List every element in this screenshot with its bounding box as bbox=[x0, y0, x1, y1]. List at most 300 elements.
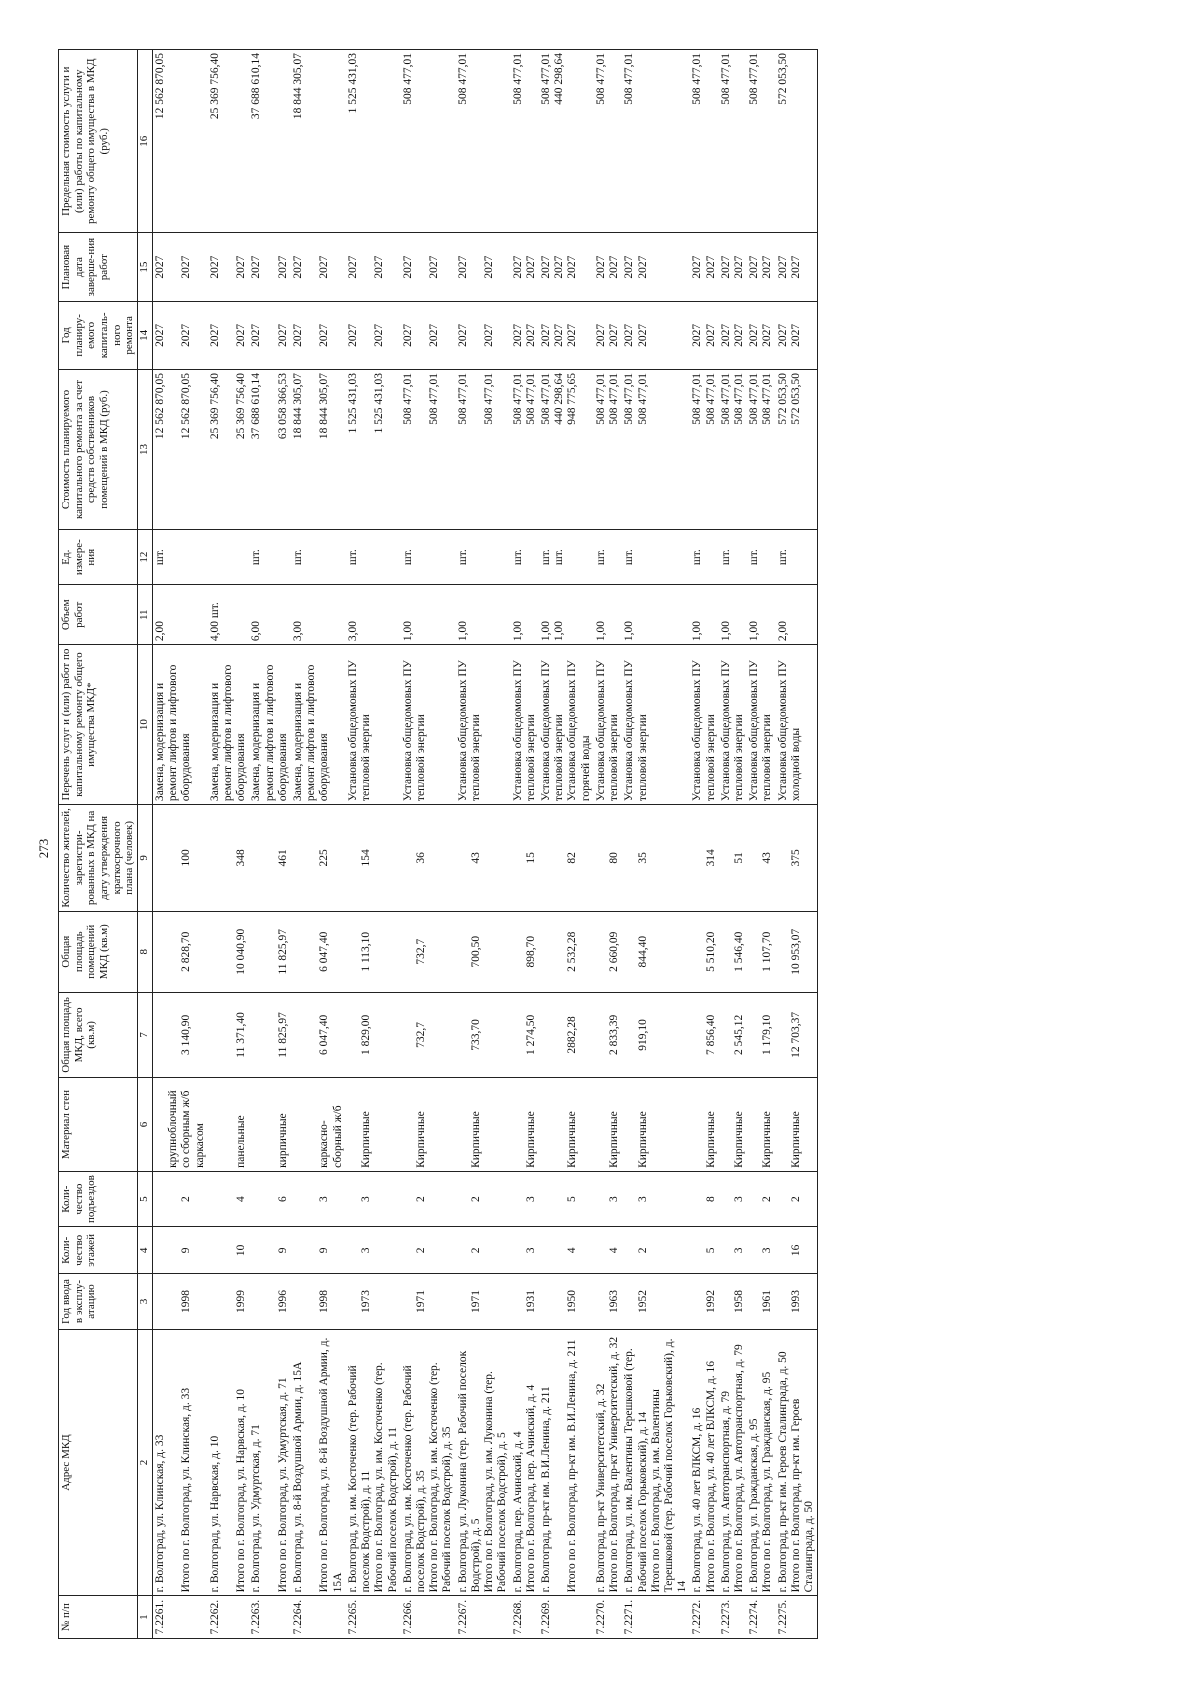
completion-date-cell bbox=[690, 233, 718, 301]
table-header-row bbox=[59, 50, 138, 1639]
repair-year-cell bbox=[511, 301, 539, 369]
capital-repair-table bbox=[58, 49, 818, 1639]
residents-cell-line: 225 bbox=[318, 849, 331, 867]
completion-date-cell-line: 2027 bbox=[276, 255, 289, 279]
row-number: 7.2263. bbox=[249, 1596, 291, 1639]
completion-date-cell-line: 2027 bbox=[401, 255, 414, 279]
row-number: 7.2269. bbox=[539, 1596, 594, 1639]
limit-cost-cell-line: 18 844 305,07 bbox=[292, 53, 305, 120]
column-number: 12 bbox=[137, 529, 152, 584]
residents-cell-line: 348 bbox=[235, 849, 248, 867]
completion-date-cell bbox=[719, 233, 747, 301]
column-number: 6 bbox=[137, 1078, 152, 1172]
total-area-cell-line: 3 140,90 bbox=[180, 1014, 193, 1056]
residents-cell bbox=[291, 805, 346, 912]
limit-cost-cell-line: 508 477,01 bbox=[539, 53, 552, 105]
wall-material-cell bbox=[719, 1078, 747, 1172]
column-header: Год ввода в эксплу-атацию bbox=[59, 1274, 138, 1329]
works-list-cell-line: Замена, модернизация и ремонт лифтов и лифтового оборудования bbox=[292, 664, 331, 802]
address-cell-line: г. Волгоград, ул. Нарвская, д. 10 bbox=[208, 1435, 221, 1593]
premises-area-cell bbox=[401, 911, 456, 992]
floors-cell-line: 9 bbox=[318, 1247, 331, 1254]
table-row bbox=[690, 50, 718, 1639]
total-area-cell-line bbox=[264, 996, 277, 1074]
floors-cell-line: 2 bbox=[636, 1247, 649, 1254]
premises-area-cell-line: 5 510,20 bbox=[704, 931, 717, 972]
completion-date-cell-line: 2027 bbox=[704, 255, 717, 279]
residents-cell-line bbox=[154, 808, 167, 908]
address-cell-line: г. Волгоград, пр-кт Университетский, д. 32 bbox=[594, 1383, 607, 1593]
entrances-cell-line bbox=[209, 1175, 222, 1223]
completion-date-cell-line: 2027 bbox=[373, 255, 386, 279]
work-volume-cell bbox=[776, 585, 818, 645]
completion-date-cell-line: 2027 bbox=[789, 255, 802, 279]
completion-date-cell bbox=[291, 233, 346, 301]
total-area-cell-line bbox=[595, 996, 608, 1074]
wall-material-cell-line bbox=[250, 1081, 263, 1168]
work-volume-cell-line: 2,00 bbox=[153, 620, 166, 642]
floors-cell-line bbox=[512, 1230, 525, 1270]
year-built-cell-line bbox=[595, 1277, 608, 1325]
row-number: 7.2275. bbox=[776, 1596, 818, 1639]
completion-date-cell bbox=[346, 233, 401, 301]
floors-cell-line bbox=[209, 1230, 222, 1270]
works-list-cell-line: Замена, модернизация и ремонт лифтов и лифтового оборудования bbox=[250, 664, 289, 802]
residents-cell-line bbox=[305, 808, 318, 908]
residents-cell-line: 461 bbox=[276, 849, 289, 867]
work-volume-cell bbox=[690, 585, 718, 645]
row-number: 7.2268. bbox=[511, 1596, 539, 1639]
planned-cost-cell-line: 508 477,01 bbox=[719, 372, 732, 425]
address-cell-line: Итого по г. Волгоград, ул. им. Луконина (тер. Рабочий поселок Водстрой), д. 5 bbox=[483, 1371, 509, 1593]
repair-year-cell-line: 2027 bbox=[733, 323, 746, 347]
wall-material-cell bbox=[622, 1078, 690, 1172]
year-built-cell-line: 1993 bbox=[789, 1290, 802, 1314]
premises-area-cell-line bbox=[623, 915, 636, 989]
wall-material-cell-line: каркасно-сборный ж/б bbox=[318, 1105, 344, 1168]
wall-material-cell-line bbox=[222, 1081, 235, 1168]
planned-cost-cell-line: 508 477,01 bbox=[524, 372, 537, 425]
total-area-cell-line bbox=[691, 996, 704, 1074]
row-number: 7.2271. bbox=[622, 1596, 690, 1639]
wall-material-cell-line bbox=[457, 1081, 470, 1168]
table-row bbox=[747, 50, 775, 1639]
wall-material-cell bbox=[249, 1078, 291, 1172]
row-number: 7.2270. bbox=[594, 1596, 622, 1639]
residents-cell-line bbox=[167, 808, 180, 908]
total-area-cell-line bbox=[347, 996, 360, 1074]
entrances-cell bbox=[249, 1171, 291, 1226]
unit-cell-line: шт. bbox=[346, 549, 359, 566]
year-built-cell-line bbox=[209, 1277, 222, 1325]
wall-material-cell bbox=[346, 1078, 401, 1172]
wall-material-cell-line: Кирпичные bbox=[469, 1111, 482, 1168]
row-number: 7.2264. bbox=[291, 1596, 346, 1639]
work-volume-cell-line: 1,00 bbox=[511, 620, 524, 642]
completion-date-cell-line bbox=[167, 236, 180, 297]
address-cell-line: Итого по г. Волгоград, пр-кт Университетский, д. 32 bbox=[608, 1336, 621, 1593]
repair-year-cell-line: 2027 bbox=[235, 323, 248, 347]
premises-area-cell-line bbox=[292, 915, 305, 989]
residents-cell-line: 15 bbox=[524, 852, 537, 864]
repair-year-cell-line: 2027 bbox=[276, 323, 289, 347]
floors-cell-line: 2 bbox=[469, 1247, 482, 1254]
completion-date-cell bbox=[401, 233, 456, 301]
repair-year-cell-line: 2027 bbox=[761, 323, 774, 347]
floors-cell-line bbox=[250, 1230, 263, 1270]
wall-material-cell-line bbox=[209, 1081, 222, 1168]
works-list-cell-line: Установка общедомовых ПУ холодной воды bbox=[776, 660, 802, 802]
residents-cell-line: 100 bbox=[180, 849, 193, 867]
limit-cost-cell bbox=[719, 50, 747, 233]
floors-cell-line: 4 bbox=[566, 1247, 579, 1254]
row-number: 7.2272. bbox=[690, 1596, 718, 1639]
premises-area-cell-line bbox=[250, 915, 263, 989]
entrances-cell-line bbox=[720, 1175, 733, 1223]
work-volume-cell bbox=[401, 585, 456, 645]
floors-cell bbox=[776, 1227, 818, 1274]
total-area-cell-line bbox=[748, 996, 761, 1074]
repair-year-cell-line: 2027 bbox=[483, 323, 496, 347]
planned-cost-cell-line bbox=[470, 373, 483, 526]
entrances-cell-line bbox=[154, 1175, 167, 1223]
completion-date-cell-line: 2027 bbox=[208, 255, 221, 279]
repair-year-cell-line: 2027 bbox=[373, 323, 386, 347]
address-cell-line: г. Волгоград, пер. Ачинский, д. 4 bbox=[511, 1431, 524, 1593]
address-cell-line: Итого по г. Волгоград, пр-кт им. Героев Сталинграда, д. 50 bbox=[789, 1398, 816, 1593]
completion-date-cell-line: 2027 bbox=[719, 255, 732, 279]
year-built-cell-line bbox=[167, 1277, 180, 1325]
wall-material-cell-line bbox=[292, 1081, 305, 1168]
residents-cell-line: 314 bbox=[704, 849, 717, 867]
address-cell-line: Итого по г. Волгоград, ул. им. Валентины Терешковой (тер. Рабочий поселок Горьковский), д. 14 bbox=[649, 1338, 689, 1593]
year-built-cell bbox=[690, 1274, 718, 1329]
residents-cell-line bbox=[222, 808, 235, 908]
year-built-cell-line: 1950 bbox=[566, 1290, 579, 1314]
total-area-cell bbox=[622, 992, 690, 1077]
address-cell-line bbox=[264, 1333, 277, 1593]
year-built-cell-line bbox=[264, 1277, 277, 1325]
year-built-cell-line bbox=[402, 1277, 415, 1325]
repair-year-cell bbox=[152, 301, 207, 369]
premises-area-cell-line: 1 546,40 bbox=[733, 931, 746, 972]
residents-cell-line bbox=[209, 808, 222, 908]
planned-cost-cell-line: 508 477,01 bbox=[623, 372, 636, 425]
entrances-cell bbox=[690, 1171, 718, 1226]
residents-cell-line bbox=[512, 808, 525, 908]
planned-cost-cell-line bbox=[167, 373, 180, 526]
work-volume-cell-line: 1,00 bbox=[539, 620, 552, 642]
address-cell bbox=[249, 1329, 291, 1596]
completion-date-cell-line: 2027 bbox=[180, 255, 193, 279]
row-number: 7.2267. bbox=[456, 1596, 511, 1639]
wall-material-cell-line bbox=[402, 1081, 415, 1168]
repair-year-cell-line: 2027 bbox=[789, 323, 802, 347]
entrances-cell-line: 5 bbox=[566, 1196, 579, 1203]
floors-cell bbox=[622, 1227, 690, 1274]
unit-cell-line: шт. bbox=[748, 549, 761, 566]
column-number: 5 bbox=[137, 1171, 152, 1226]
works-list-cell bbox=[719, 645, 747, 805]
premises-area-cell bbox=[594, 911, 622, 992]
residents-cell bbox=[690, 805, 718, 912]
entrances-cell-line bbox=[347, 1175, 360, 1223]
residents-cell bbox=[776, 805, 818, 912]
planned-cost-cell-line: 508 477,01 bbox=[428, 372, 441, 425]
address-cell-line: Итого по г. Волгоград, ул. Гражданская, д. 95 bbox=[761, 1371, 774, 1593]
premises-area-cell-line: 898,70 bbox=[524, 935, 537, 968]
address-cell-line: г. Волгоград, ул. им. Косточенко (тер. Рабочий поселок Водстрой), д. 35 bbox=[401, 1365, 427, 1593]
wall-material-cell-line bbox=[720, 1081, 733, 1168]
repair-year-cell-line: 2027 bbox=[748, 323, 761, 347]
completion-date-cell-line: 2027 bbox=[761, 255, 774, 279]
planned-cost-cell bbox=[719, 369, 747, 529]
address-cell-line: г. Волгоград, пр-кт им. В.И.Ленина, д. 211 bbox=[539, 1386, 552, 1593]
address-cell bbox=[690, 1329, 718, 1596]
address-cell-line: Итого по г. Волгоград, ул. Клинская, д. 33 bbox=[180, 1387, 193, 1593]
residents-cell bbox=[747, 805, 775, 912]
premises-area-cell bbox=[539, 911, 594, 992]
completion-date-cell-line: 2027 bbox=[511, 255, 524, 279]
column-number: 13 bbox=[137, 369, 152, 529]
total-area-cell-line bbox=[457, 996, 470, 1074]
planned-cost-cell bbox=[152, 369, 207, 529]
works-list-cell-line: Замена, модернизация и ремонт лифтов и лифтового оборудования bbox=[208, 664, 248, 802]
repair-year-cell-line: 2027 bbox=[691, 323, 704, 347]
unit-cell bbox=[208, 529, 250, 584]
planned-cost-cell bbox=[594, 369, 622, 529]
entrances-cell bbox=[747, 1171, 775, 1226]
address-cell-line: Итого по г. Волгоград, ул. им. Косточенко (тер. Рабочий поселок Водстрой), д. 35 bbox=[428, 1362, 454, 1593]
repair-year-cell-line: 2027 bbox=[553, 323, 566, 347]
completion-date-cell-line: 2027 bbox=[456, 255, 469, 279]
total-area-cell-line bbox=[292, 996, 305, 1074]
entrances-cell-line bbox=[457, 1175, 470, 1223]
works-list-cell bbox=[622, 645, 690, 805]
completion-date-cell-line bbox=[360, 236, 373, 297]
entrances-cell bbox=[346, 1171, 401, 1226]
wall-material-cell-line bbox=[623, 1081, 636, 1168]
work-volume-cell-line: 1,00 bbox=[456, 620, 469, 642]
year-built-cell-line: 1963 bbox=[608, 1290, 621, 1314]
unit-cell bbox=[622, 529, 690, 584]
premises-area-cell bbox=[291, 911, 346, 992]
total-area-cell-line bbox=[250, 996, 263, 1074]
wall-material-cell bbox=[152, 1078, 207, 1172]
total-area-cell-line: 12 703,37 bbox=[789, 1011, 802, 1058]
total-area-cell-line bbox=[512, 996, 525, 1074]
limit-cost-cell-line: 508 477,01 bbox=[456, 53, 469, 105]
work-volume-cell-line: 1,00 bbox=[594, 620, 607, 642]
address-cell bbox=[291, 1329, 346, 1596]
wall-material-cell bbox=[208, 1078, 250, 1172]
premises-area-cell-line bbox=[264, 915, 277, 989]
column-number: 10 bbox=[137, 645, 152, 805]
floors-cell bbox=[249, 1227, 291, 1274]
work-volume-cell bbox=[346, 585, 401, 645]
limit-cost-cell bbox=[208, 50, 250, 233]
table-row bbox=[511, 50, 539, 1639]
table-row bbox=[539, 50, 594, 1639]
year-built-cell bbox=[622, 1274, 690, 1329]
total-area-cell bbox=[346, 992, 401, 1077]
floors-cell bbox=[291, 1227, 346, 1274]
total-area-cell bbox=[456, 992, 511, 1077]
completion-date-cell-line bbox=[470, 236, 483, 297]
work-volume-cell-line: 1,00 bbox=[623, 620, 636, 642]
year-built-cell-line bbox=[347, 1277, 360, 1325]
unit-cell bbox=[690, 529, 718, 584]
column-number: 7 bbox=[137, 992, 152, 1077]
floors-cell-line bbox=[540, 1230, 553, 1270]
address-cell-line: Итого по г. Волгоград, пр-кт им. В.И.Ленина, д. 211 bbox=[566, 1339, 579, 1593]
entrances-cell-line: 3 bbox=[318, 1196, 331, 1203]
planned-cost-cell-line: 12 562 870,05 bbox=[153, 372, 166, 440]
limit-cost-cell bbox=[401, 50, 456, 233]
planned-cost-cell-line bbox=[305, 373, 318, 526]
column-number: 2 bbox=[137, 1329, 152, 1596]
column-number: 14 bbox=[137, 301, 152, 369]
entrances-cell-line: 4 bbox=[235, 1196, 248, 1203]
premises-area-cell-line: 844,40 bbox=[636, 935, 649, 968]
address-cell-line bbox=[305, 1333, 318, 1593]
floors-cell-line: 3 bbox=[761, 1247, 774, 1254]
wall-material-cell bbox=[539, 1078, 594, 1172]
limit-cost-cell bbox=[291, 50, 346, 233]
address-cell bbox=[511, 1329, 539, 1596]
column-header: № п/п bbox=[59, 1596, 138, 1639]
works-list-cell bbox=[594, 645, 622, 805]
entrances-cell-line bbox=[748, 1175, 761, 1223]
year-built-cell-line bbox=[222, 1277, 235, 1325]
column-header: Стоимость планируемого капитального ремонта за счет средств собственников помещений в МКД (руб.) bbox=[59, 369, 138, 529]
repair-year-cell bbox=[690, 301, 718, 369]
repair-year-cell-line bbox=[470, 305, 483, 366]
year-built-cell bbox=[152, 1274, 207, 1329]
total-area-cell-line: 2 833,39 bbox=[608, 1014, 621, 1056]
row-number: 7.2266. bbox=[401, 1596, 456, 1639]
entrances-cell-line bbox=[623, 1175, 636, 1223]
column-header: Ед. измере-ния bbox=[59, 529, 138, 584]
total-area-cell bbox=[747, 992, 775, 1077]
floors-cell bbox=[690, 1227, 718, 1274]
repair-year-cell-line: 2027 bbox=[428, 323, 441, 347]
unit-cell-line: шт. bbox=[401, 549, 414, 566]
premises-area-cell-line bbox=[402, 915, 415, 989]
address-cell-line: г. Волгоград, ул. Луконина (тер. Рабочий поселок Водстрой), д. 5 bbox=[456, 1350, 482, 1593]
repair-year-cell bbox=[539, 301, 594, 369]
total-area-cell-line bbox=[402, 996, 415, 1074]
completion-date-cell bbox=[456, 233, 511, 301]
limit-cost-cell-line: 508 477,01 bbox=[401, 53, 414, 105]
address-cell-line: г. Волгоград, ул. им. Косточенко (тер. Рабочий поселок Водстрой), д. 11 bbox=[346, 1365, 373, 1593]
completion-date-cell-line: 2027 bbox=[292, 255, 305, 279]
works-list-cell bbox=[747, 645, 775, 805]
wall-material-cell-line bbox=[595, 1081, 608, 1168]
repair-year-cell-line: 2027 bbox=[704, 323, 717, 347]
planned-cost-cell-line: 508 477,01 bbox=[691, 372, 704, 425]
repair-year-cell bbox=[401, 301, 456, 369]
address-cell bbox=[622, 1329, 690, 1596]
floors-cell bbox=[594, 1227, 622, 1274]
address-cell bbox=[456, 1329, 511, 1596]
year-built-cell-line bbox=[623, 1277, 636, 1325]
planned-cost-cell bbox=[539, 369, 594, 529]
planned-cost-cell-line: 508 477,01 bbox=[594, 372, 607, 425]
residents-cell bbox=[539, 805, 594, 912]
entrances-cell-line bbox=[777, 1175, 790, 1223]
entrances-cell-line: 3 bbox=[360, 1196, 373, 1203]
entrances-cell-line: 2 bbox=[761, 1196, 774, 1203]
floors-cell-line: 10 bbox=[235, 1244, 248, 1257]
entrances-cell-line bbox=[167, 1175, 180, 1223]
planned-cost-cell-line: 1 525 431,03 bbox=[373, 372, 386, 434]
wall-material-cell-line bbox=[540, 1081, 553, 1168]
entrances-cell-line: 3 bbox=[608, 1196, 621, 1203]
unit-cell-line: шт. bbox=[553, 549, 566, 566]
works-list-cell bbox=[456, 645, 511, 805]
table-row bbox=[622, 50, 690, 1639]
premises-area-cell-line bbox=[595, 915, 608, 989]
address-cell-line: г. Волгоград, ул. Удмуртская, д. 71 bbox=[250, 1424, 263, 1593]
work-volume-cell bbox=[747, 585, 775, 645]
wall-material-cell-line: Кирпичные bbox=[704, 1111, 717, 1168]
repair-year-cell-line: 2027 bbox=[292, 323, 305, 347]
entrances-cell-line: 2 bbox=[789, 1196, 802, 1203]
repair-year-cell-line: 2027 bbox=[524, 323, 537, 347]
residents-cell-line bbox=[347, 808, 360, 908]
works-list-cell bbox=[776, 645, 818, 805]
entrances-cell bbox=[776, 1171, 818, 1226]
unit-cell bbox=[747, 529, 775, 584]
works-list-cell bbox=[690, 645, 718, 805]
work-volume-cell-line: 1,00 bbox=[691, 620, 704, 642]
work-volume-cell bbox=[539, 585, 594, 645]
residents-cell-line bbox=[777, 808, 790, 908]
entrances-cell-line bbox=[691, 1175, 704, 1223]
planned-cost-cell bbox=[291, 369, 346, 529]
limit-cost-cell bbox=[776, 50, 818, 233]
completion-date-cell-line: 2027 bbox=[594, 255, 607, 279]
planned-cost-cell bbox=[401, 369, 456, 529]
address-cell-line: Итого по г. Волгоград, ул. им. Косточенко (тер. Рабочий поселок Водстрой), д. 11 bbox=[373, 1362, 399, 1593]
completion-date-cell bbox=[594, 233, 622, 301]
premises-area-cell bbox=[152, 911, 207, 992]
unit-cell bbox=[456, 529, 511, 584]
year-built-cell-line: 1996 bbox=[276, 1290, 289, 1314]
entrances-cell bbox=[594, 1171, 622, 1226]
planned-cost-cell-line: 508 477,01 bbox=[401, 372, 414, 425]
wall-material-cell-line: панельные bbox=[235, 1115, 248, 1168]
floors-cell-line: 9 bbox=[180, 1247, 193, 1254]
column-number: 9 bbox=[137, 805, 152, 912]
column-header: Плановая дата заверше-ния работ bbox=[59, 233, 138, 301]
column-number-row bbox=[137, 50, 152, 1639]
works-list-cell bbox=[511, 645, 539, 805]
address-cell-line: Итого по г. Волгоград, ул. Автотранспортная, д. 79 bbox=[733, 1344, 746, 1593]
wall-material-cell-line bbox=[305, 1081, 318, 1168]
address-cell-line: Итого по г. Волгоград, ул. 40 лет ВЛКСМ, д. 16 bbox=[704, 1361, 717, 1593]
wall-material-cell-line: Кирпичные bbox=[733, 1111, 746, 1168]
floors-cell bbox=[401, 1227, 456, 1274]
wall-material-cell bbox=[690, 1078, 718, 1172]
entrances-cell-line bbox=[595, 1175, 608, 1223]
total-area-cell-line bbox=[777, 996, 790, 1074]
address-cell bbox=[776, 1329, 818, 1596]
year-built-cell-line bbox=[540, 1277, 553, 1325]
unit-cell bbox=[152, 529, 207, 584]
floors-cell bbox=[747, 1227, 775, 1274]
